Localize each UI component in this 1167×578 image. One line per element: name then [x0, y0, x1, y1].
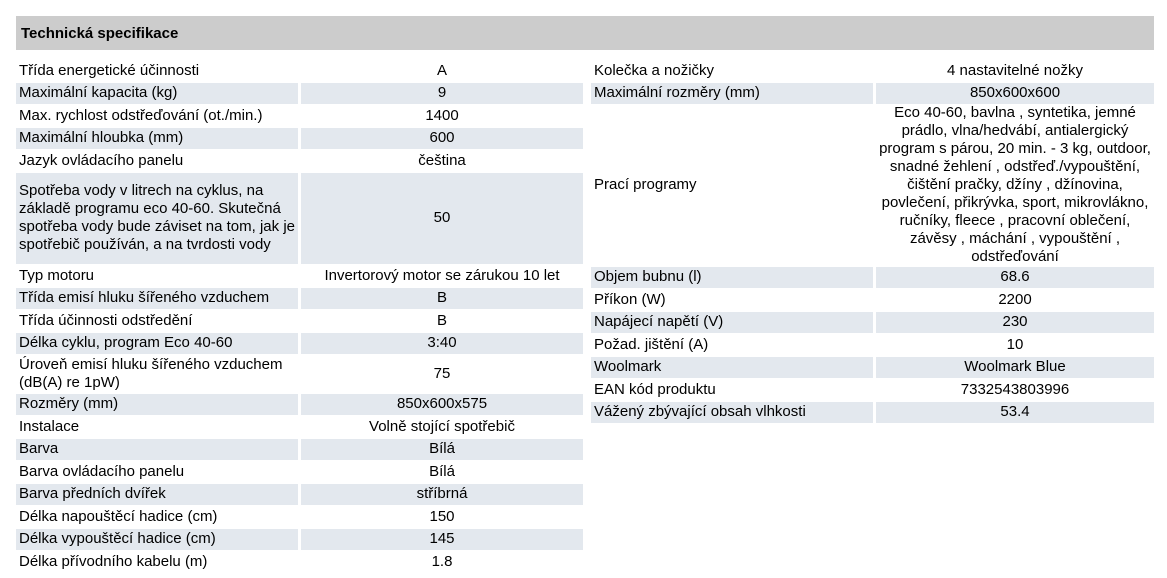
spec-row — [16, 310, 583, 331]
spec-value: 1400 — [425, 106, 459, 124]
spec-row — [16, 288, 583, 309]
spec-label: Objem bubnu (l) — [591, 267, 873, 288]
spec-label: Délka přívodního kabelu (m) — [19, 552, 208, 570]
spec-value: čeština — [418, 151, 466, 169]
spec-value: A — [436, 61, 447, 79]
spec-value: 850x600x600 — [876, 83, 1154, 104]
spec-label: Instalace — [19, 417, 80, 435]
spec-row — [16, 60, 583, 81]
spec-table-left — [16, 60, 583, 574]
spec-label: Barva — [16, 439, 298, 460]
spec-row — [16, 506, 583, 527]
spec-row — [16, 128, 583, 149]
spec-row — [16, 355, 583, 392]
spec-row — [16, 105, 583, 126]
spec-row — [16, 484, 583, 505]
spec-label: Maximální kapacita (kg) — [16, 83, 298, 104]
spec-value: 1.8 — [431, 552, 453, 570]
spec-row — [16, 551, 583, 572]
spec-row — [16, 265, 583, 286]
spec-label: Příkon (W) — [594, 290, 666, 308]
spec-row — [591, 60, 1154, 81]
spec-row — [591, 312, 1154, 333]
spec-label: Délka napouštěcí hadice (cm) — [19, 507, 218, 525]
spec-value: Eco 40-60, bavlna , syntetika, jemné prádlo, vlna/hedvábí, antialergický program s párou, 20 min. - 3 kg, outdoor, snadné žehlení , odstřeď./vypouštění, čištění pračky, džíny , džínovina, povlečení, přikrývka, sport, mikrovlákno, ručníky, fleece , pracovní oblečení, závěsy , máchání , vypouštění , odstřeďování — [879, 104, 1151, 265]
spec-title: Technická specifikace — [21, 24, 179, 42]
spec-row — [591, 267, 1154, 288]
spec-value: stříbrná — [301, 484, 583, 505]
spec-row — [591, 289, 1154, 310]
spec-row — [16, 333, 583, 354]
spec-value: Woolmark Blue — [876, 357, 1154, 378]
spec-row — [16, 461, 583, 482]
spec-value: 10 — [1006, 335, 1024, 353]
spec-label: Jazyk ovládacího panelu — [19, 151, 184, 169]
spec-label: Napájecí napětí (V) — [591, 312, 873, 333]
spec-value: 145 — [301, 529, 583, 550]
spec-label: Třída účinnosti odstředění — [19, 311, 193, 329]
spec-value: Invertorový motor se zárukou 10 let — [324, 266, 560, 284]
spec-label: Barva předních dvířek — [16, 484, 298, 505]
spec-label: Maximální hloubka (mm) — [16, 128, 298, 149]
spec-value: 75 — [433, 364, 451, 382]
spec-value: B — [436, 311, 447, 329]
spec-value: 50 — [301, 173, 583, 264]
spec-value: Bílá — [301, 439, 583, 460]
spec-label: Délka vypouštěcí hadice (cm) — [16, 529, 298, 550]
spec-label: Délka cyklu, program Eco 40-60 — [16, 333, 298, 354]
spec-label: Úroveň emisí hluku šířeného vzduchem (dB(A) re 1pW) — [19, 355, 283, 391]
spec-label: Spotřeba vody v litrech na cyklus, na základě programu eco 40-60. Skutečná spotřeba vody bude záviset na tom, jak je spotřebič používán, a na tvrdosti vody — [16, 173, 298, 264]
spec-value: 68.6 — [876, 267, 1154, 288]
spec-value: B — [301, 288, 583, 309]
spec-label: Barva ovládacího panelu — [19, 462, 185, 480]
spec-value: 600 — [301, 128, 583, 149]
spec-label: Rozměry (mm) — [16, 394, 298, 415]
spec-value: 53.4 — [876, 402, 1154, 423]
spec-row — [16, 150, 583, 171]
spec-label: EAN kód produktu — [594, 380, 716, 398]
spec-row — [591, 357, 1154, 378]
spec-value: 230 — [876, 312, 1154, 333]
spec-value: 2200 — [998, 290, 1032, 308]
spec-value: 9 — [301, 83, 583, 104]
spec-row — [16, 416, 583, 437]
spec-value: 3:40 — [301, 333, 583, 354]
spec-row — [591, 379, 1154, 400]
spec-label: Kolečka a nožičky — [594, 61, 715, 79]
spec-value: Volně stojící spotřebič — [369, 417, 515, 435]
spec-row — [16, 439, 583, 460]
spec-value: 850x600x575 — [301, 394, 583, 415]
spec-label: Třída energetické účinnosti — [19, 61, 200, 79]
spec-row — [591, 105, 1154, 265]
spec-value: 7332543803996 — [960, 380, 1070, 398]
spec-row — [16, 394, 583, 415]
spec-label: Max. rychlost odstřeďování (ot./min.) — [19, 106, 263, 124]
spec-label: Třída emisí hluku šířeného vzduchem — [16, 288, 298, 309]
spec-row — [16, 83, 583, 104]
spec-header — [16, 16, 1154, 50]
spec-label: Maximální rozměry (mm) — [591, 83, 873, 104]
spec-row — [591, 334, 1154, 355]
spec-label: Vážený zbývající obsah vlhkosti — [591, 402, 873, 423]
spec-row — [16, 529, 583, 550]
spec-label: Požad. jištění (A) — [594, 335, 709, 353]
spec-table-right — [591, 60, 1154, 424]
spec-label: Typ motoru — [19, 266, 95, 284]
spec-row — [591, 83, 1154, 104]
spec-label: Woolmark — [591, 357, 873, 378]
spec-label: Prací programy — [594, 176, 697, 193]
spec-row — [591, 402, 1154, 423]
spec-value: 150 — [429, 507, 455, 525]
spec-value: 4 nastavitelné nožky — [947, 61, 1083, 79]
spec-row — [16, 173, 583, 264]
spec-value: Bílá — [429, 462, 455, 480]
